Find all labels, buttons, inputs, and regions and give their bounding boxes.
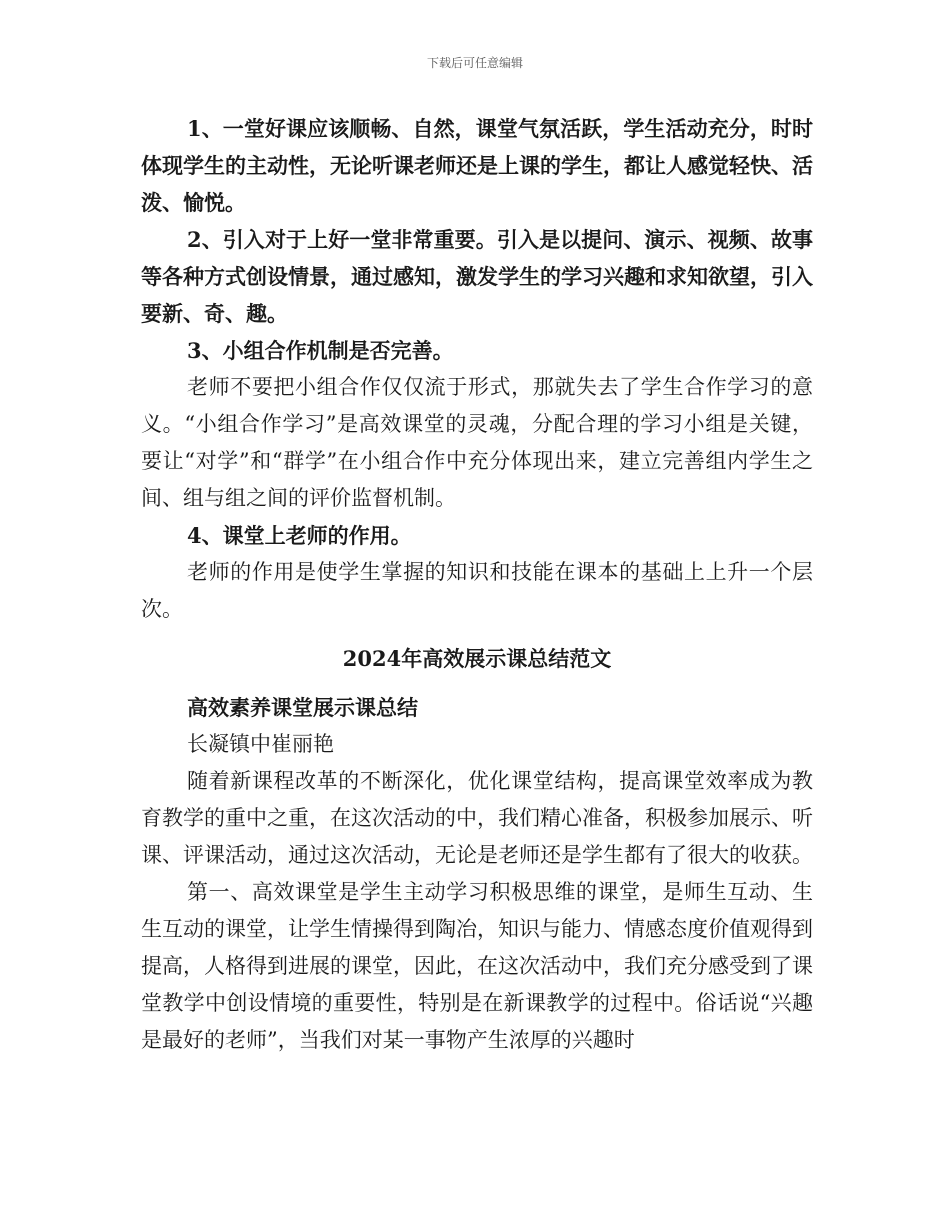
page-header: 下载后可任意编辑 <box>426 56 523 70</box>
paragraph-3-body: 老师不要把小组合作仅仅流于形式，那就失去了学生合作学习的意义。“小组合作学习”是高效课堂的灵魂，分配合理的学习小组是关键，要让“对学”和“群学”在小组合作中充分体现出来，建立完善组内学生之间、组与组之间的评价监督机制。 <box>141 375 813 510</box>
paragraph-4-heading: 4、课堂上老师的作用。 <box>187 523 412 548</box>
subtitle: 高效素养课堂展示课总结 <box>187 695 418 720</box>
paragraph-5: 随着新课程改革的不断深化，优化课堂结构，提高课堂效率成为教育教学的重中之重，在这次活动的中，我们精心准备，积极参加展示、听课、评课活动，通过这次活动，无论是老师还是学生都有了很大的收获。 <box>141 769 813 867</box>
paragraph-4-body: 老师的作用是使学生掌握的知识和技能在课本的基础上上升一个层次。 <box>141 560 813 621</box>
author-line: 长凝镇中崔丽艳 <box>187 732 334 756</box>
document-body <box>141 110 813 1059</box>
paragraph-2: 2、引入对于上好一堂非常重要。引入是以提问、演示、视频、故事等各种方式创设情景，通过感知，激发学生的学习兴趣和求知欲望，引入要新、奇、趣。 <box>141 227 813 326</box>
paragraph-1: 1、一堂好课应该顺畅、自然，课堂气氛活跃，学生活动充分，时时体现学生的主动性，无论听课老师还是上课的学生，都让人感觉轻快、活泼、愉悦。 <box>141 116 813 215</box>
paragraph-3-heading: 3、小组合作机制是否完善。 <box>187 338 454 363</box>
paragraph-6: 第一、高效课堂是学生主动学习积极思维的课堂，是师生互动、生生互动的课堂，让学生情操得到陶冶，知识与能力、情感态度价值观得到提高，人格得到进展的课堂，因此，在这次活动中，我们充分感受到了课堂教学中创设情境的重要性，特别是在新课教学的过程中。俗话说“兴趣是最好的老师”，当我们对某一事物产生浓厚的兴趣时 <box>141 880 813 1052</box>
section-title: 2024年高效展示课总结范文 <box>342 646 612 671</box>
